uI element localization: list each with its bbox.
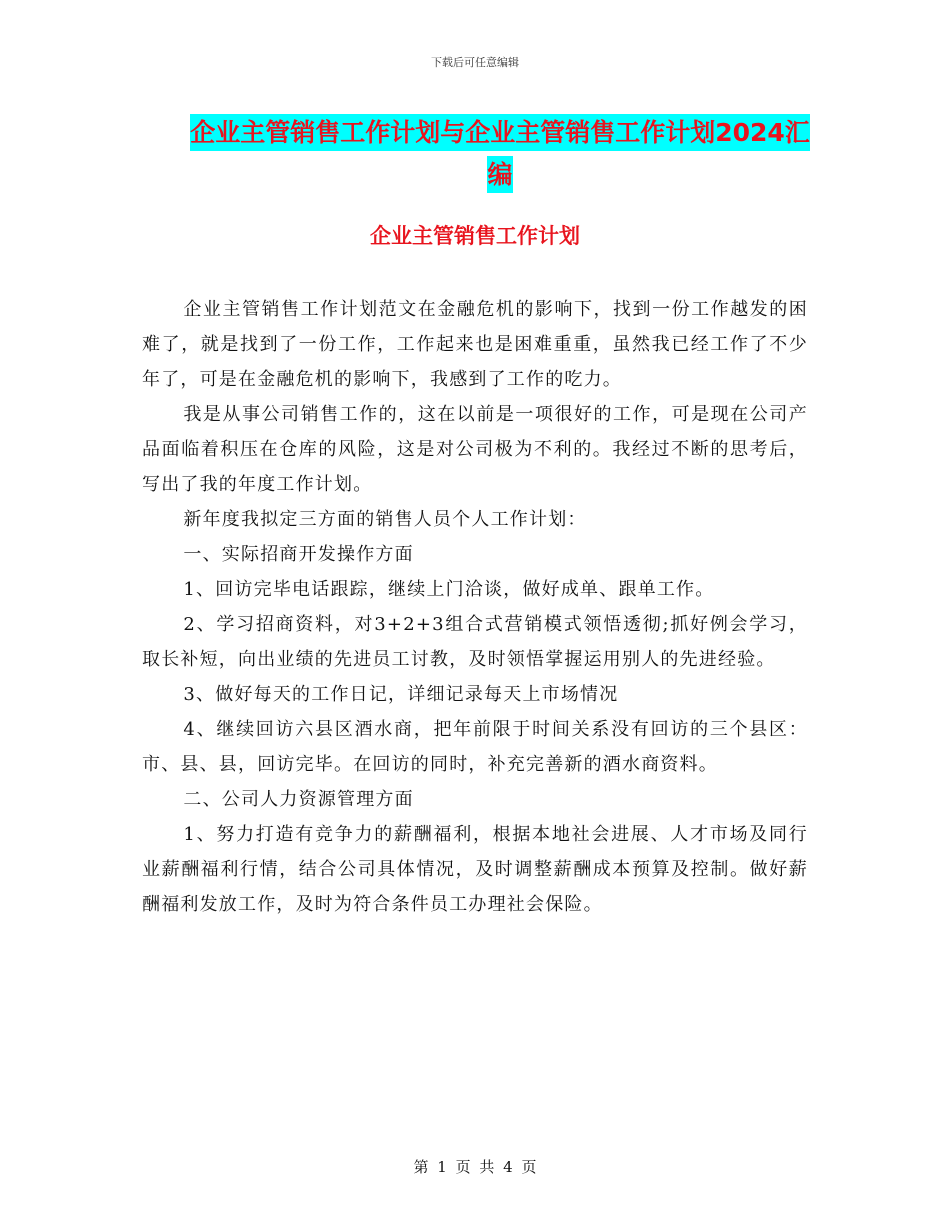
document-title [190,112,810,196]
paragraph: 我是从事公司销售工作的，这在以前是一项很好的工作，可是现在公司产品面临着积压在仓库的风险，这是对公司极为不利的。我经过不断的思考后，写出了我的年度工作计划。 [142,404,808,495]
subheading: 一、实际招商开发操作方面 [183,544,414,565]
document-title-text: 企业主管销售工作计划与企业主管销售工作计划2024汇编 [190,114,810,193]
list-item: 2、学习招商资料，对3+2+3组合式营销模式领悟透彻;抓好例会学习，取长补短，向出业绩的先进员工讨教，及时领悟掌握运用别人的先进经验。 [142,614,808,670]
document-body [142,292,808,922]
paragraph: 新年度我拟定三方面的销售人员个人工作计划： [183,509,587,530]
page-header-note: 下载后可任意编辑 [431,56,519,69]
page-footer: 第 1 页 共 4 页 [413,1158,537,1176]
subheading: 二、公司人力资源管理方面 [183,789,414,810]
list-item: 4、继续回访六县区酒水商，把年前限于时间关系没有回访的三个县区：市、县、县，回访完毕。在回访的同时，补充完善新的酒水商资料。 [142,719,808,775]
list-item: 1、回访完毕电话跟踪，继续上门洽谈，做好成单、跟单工作。 [183,579,715,600]
list-item: 3、做好每天的工作日记，详细记录每天上市场情况 [183,684,619,705]
list-item: 1、努力打造有竞争力的薪酬福利，根据本地社会进展、人才市场及同行业薪酬福利行情，结合公司具体情况，及时调整薪酬成本预算及控制。做好薪酬福利发放工作，及时为符合条件员工办理社会保险。 [142,824,808,915]
section-title: 企业主管销售工作计划 [370,224,580,248]
paragraph: 企业主管销售工作计划范文在金融危机的影响下，找到一份工作越发的困难了，就是找到了一份工作，工作起来也是困难重重，虽然我已经工作了不少年了，可是在金融危机的影响下，我感到了工作的吃力。 [142,299,808,390]
